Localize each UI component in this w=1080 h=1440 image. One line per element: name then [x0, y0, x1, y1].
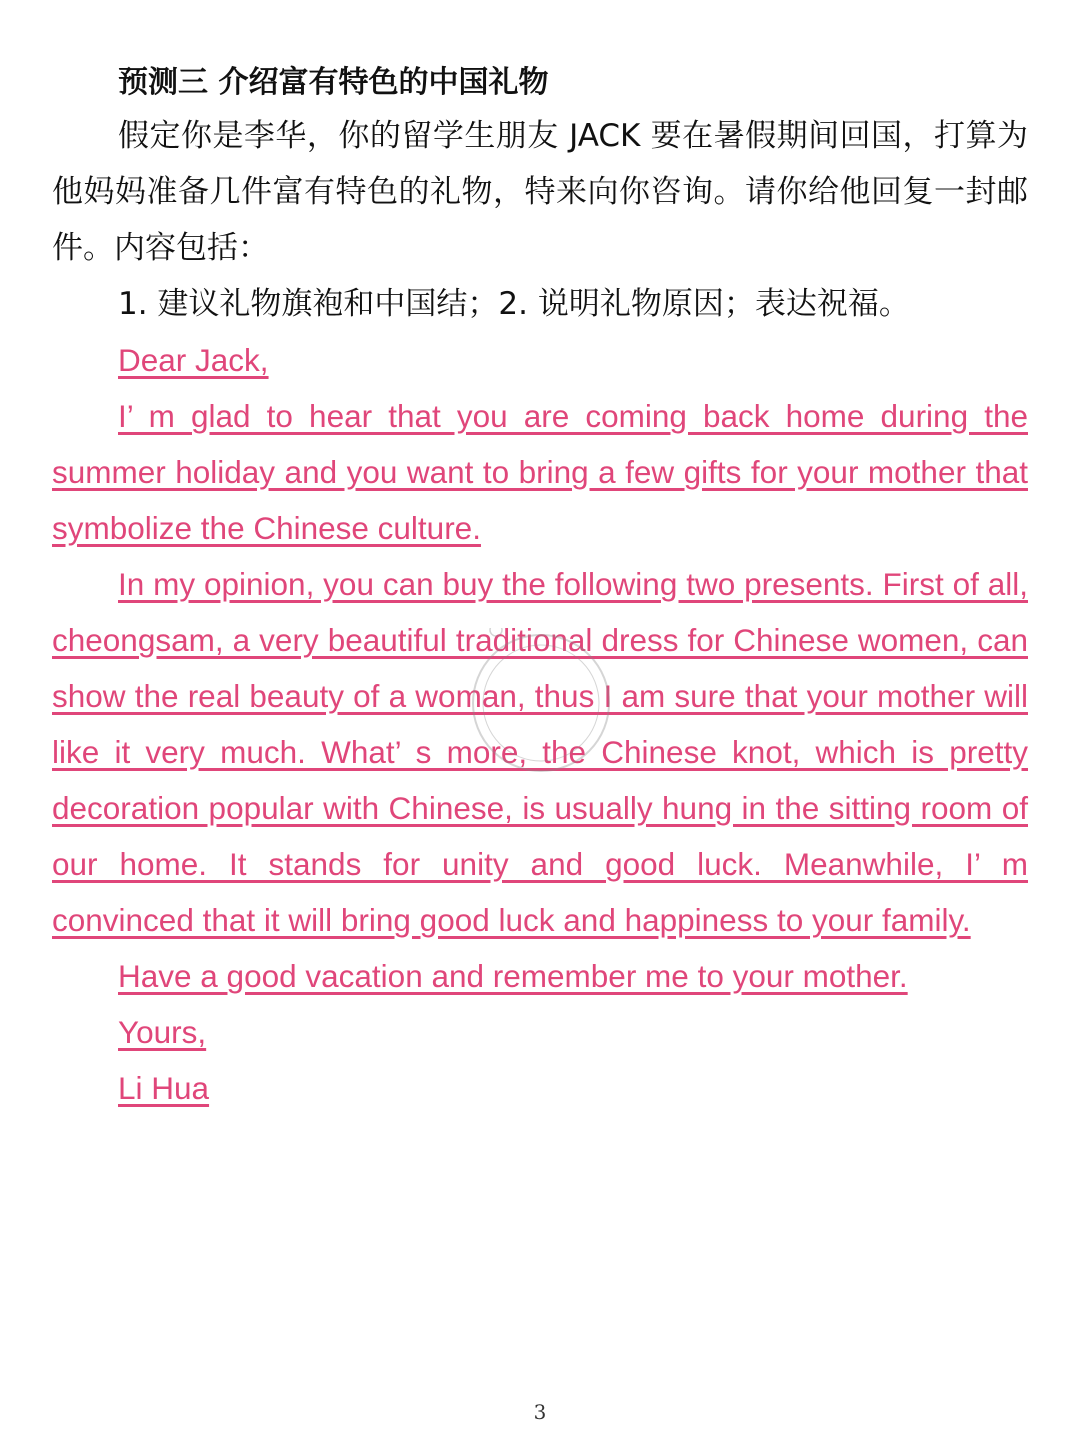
document-page — [52, 58, 1028, 1116]
watermark-seal-icon — [466, 628, 616, 778]
letter-signoff — [118, 1004, 1028, 1060]
letter-paragraph-1 — [52, 388, 1028, 556]
paragraph-1-text: I’ m glad to hear that you are coming back home during the summer holiday and you want to bring a few gifts for your mother that symbolize the Chinese culture. — [52, 398, 1028, 546]
task-requirements: 1. 建议礼物旗袍和中国结；2. 说明礼物原因；表达祝福。 — [118, 286, 910, 322]
closing-line-text: Have a good vacation and remember me to your mother. — [118, 958, 908, 994]
letter-salutation — [118, 332, 1028, 388]
signoff-text: Yours, — [118, 1014, 207, 1050]
page-number: 3 — [533, 1400, 547, 1424]
task-prompt-paragraph: 假定你是李华，你的留学生朋友 JACK 要在暑假期间回国，打算为他妈妈准备几件富有特色的礼物，特来向你咨询。请你给他回复一封邮件。内容包括： — [52, 118, 1028, 266]
signature-text: Li Hua — [118, 1070, 210, 1106]
section-heading: 预测三 介绍富有特色的中国礼物 — [118, 65, 549, 100]
paragraph-2-text: In my opinion, you can buy the following two presents. First of all, cheongsam, a very beautiful traditional dress for Chinese women, can show the real beauty of a woman, thus I am sure that your mother will like it very much. What’ s more, the Chinese knot, which is pretty decoration popular with Chinese, is usually hung in the sitting room of our home. It stands for unity and good luck. Meanwhile, I’ m convinced that it will bring good luck and happiness to your family. — [52, 566, 1028, 938]
salutation-text: Dear Jack, — [118, 342, 269, 378]
letter-closing-line — [118, 948, 1028, 1004]
letter-signature — [118, 1060, 1028, 1116]
